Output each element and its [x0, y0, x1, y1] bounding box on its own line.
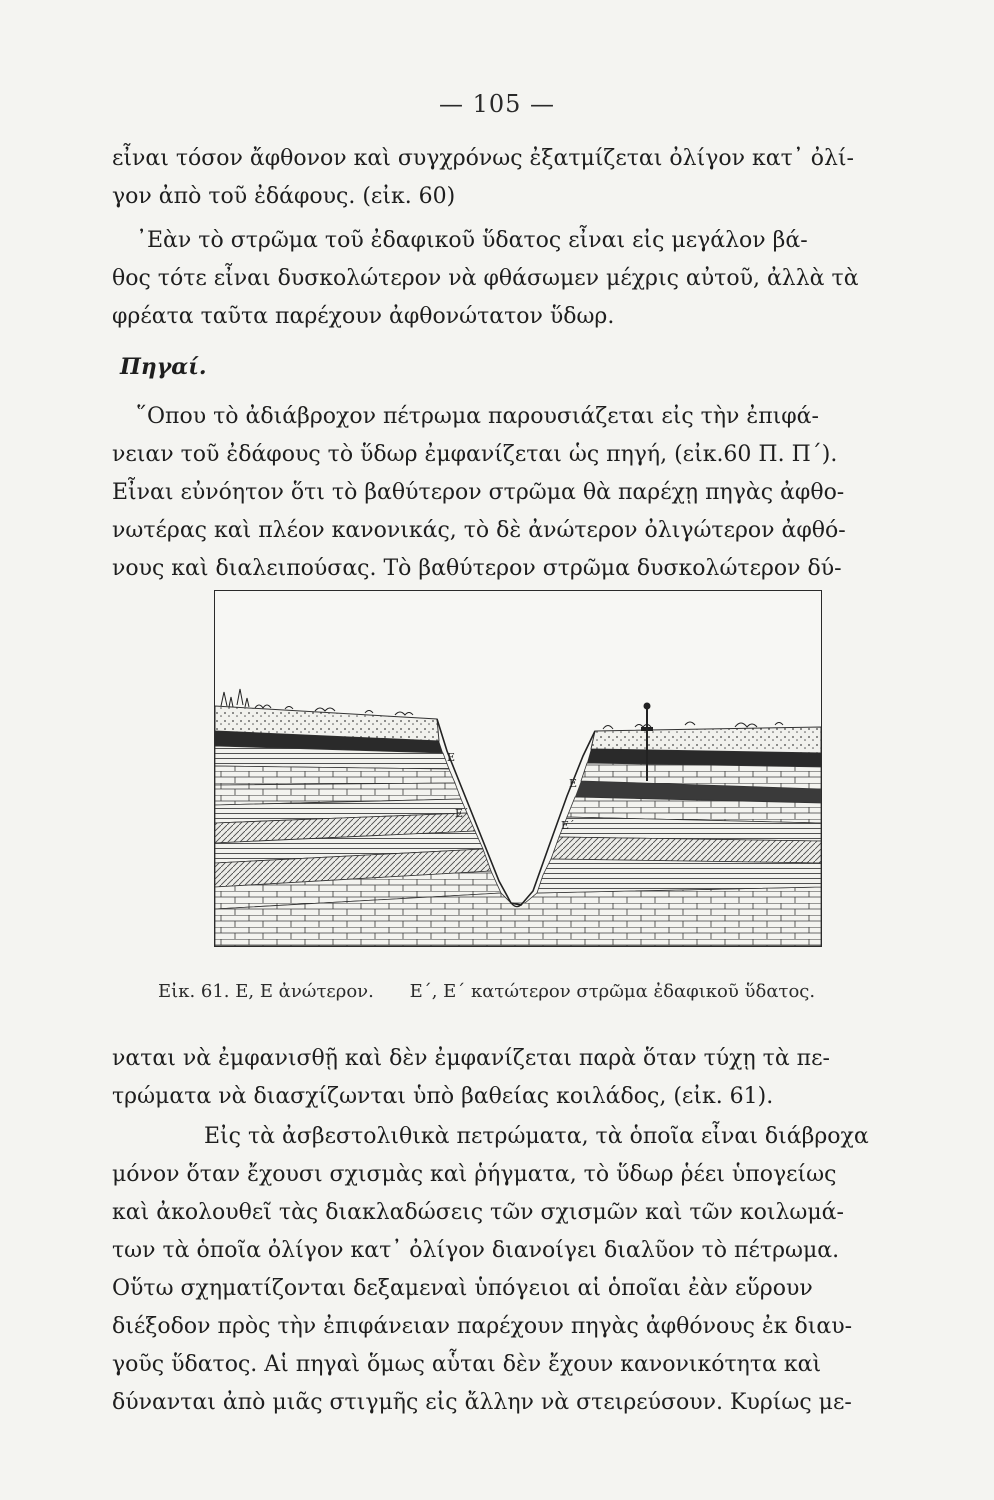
label-e-prime-right: E΄: [561, 819, 575, 832]
text-line: Εἶναι εὐνόητον ὅτι τὸ βαθύτερον στρῶμα θὰ παρέχῃ πηγὰς ἀφθο-: [112, 480, 845, 505]
figure-caption: [158, 980, 878, 1004]
text-line: των τὰ ὁποῖα ὀλίγον κατ᾽ ὀλίγον διανοίγει διαλῦον τὸ πέτρωμα.: [112, 1238, 840, 1263]
paragraph-2: [112, 222, 872, 336]
text-line: γοῦς ὕδατος. Αἱ πηγαὶ ὅμως αὗται δὲν ἔχουν κανονικότητα καὶ: [112, 1352, 822, 1377]
text-line: Οὕτω σχηματίζονται δεξαμεναὶ ὑπόγειοι αἱ ὁποῖαι ἐὰν εὕρουν: [112, 1276, 813, 1301]
text-line: ᾽Εὰν τὸ στρῶμα τοῦ ἐδαφικοῦ ὕδατος εἶναι εἰς μεγάλον βά-: [136, 228, 808, 253]
text-line: φρέατα ταῦτα παρέχουν ἀφθονώτατον ὕδωρ.: [112, 304, 615, 329]
label-e-right: E: [569, 777, 578, 790]
text-line: εἶναι τόσον ἄφθονον καὶ συγχρόνως ἐξατμίζεται ὀλίγον κατ᾽ ὀλί-: [112, 146, 854, 171]
text-line: νωτέρας καὶ πλέον κανονικάς, τὸ δὲ ἀνώτερον ὀλιγώτερον ἀφθό-: [112, 518, 846, 543]
text-line: καὶ ἀκολουθεῖ τὰς διακλαδώσεις τῶν σχισμῶν καὶ τῶν κοιλωμά-: [112, 1200, 844, 1225]
text-line: θος τότε εἶναι δυσκολώτερον νὰ φθάσωμεν μέχρις αὐτοῦ, ἀλλὰ τὰ: [112, 266, 859, 291]
text-line: διέξοδον πρὸς τὴν ἐπιφάνειαν παρέχουν πηγὰς ἀφθόνους ἐκ διαυ-: [112, 1314, 852, 1339]
figure-geologic-section: [214, 590, 822, 947]
section-heading: Πηγαί.: [120, 354, 207, 380]
page-number: — 105 —: [438, 90, 556, 118]
label-e-left: E: [447, 751, 456, 764]
text-line: ῞Οπου τὸ ἀδιάβροχον πέτρωμα παρουσιάζεται εἰς τὴν ἐπιφά-: [136, 404, 819, 429]
text-line: νειαν τοῦ ἐδάφους τὸ ὕδωρ ἐμφανίζεται ὡς πηγή, (εἰκ.60 Π. Π΄).: [112, 442, 838, 467]
paragraph-3: [112, 398, 872, 588]
text-line: τρώματα νὰ διασχίζωνται ὑπὸ βαθείας κοιλάδος, (εἰκ. 61).: [112, 1084, 774, 1109]
text-line: γον ἀπὸ τοῦ ἐδάφους. (εἰκ. 60): [112, 184, 456, 209]
label-e-prime-left: E΄: [455, 807, 469, 820]
text-line: Εἰς τὰ ἀσβεστολιθικὰ πετρώματα, τὰ ὁποῖα εἶναι διάβροχα: [204, 1124, 869, 1149]
text-line: δύνανται ἀπὸ μιᾶς στιγμῆς εἰς ἄλλην νὰ στειρεύσουν. Κυρίως με-: [112, 1390, 852, 1415]
paragraph-4: [112, 1040, 872, 1116]
text-line: μόνον ὅταν ἔχουσι σχισμὰς καὶ ῥήγματα, τὸ ὕδωρ ῥέει ὑπογείως: [112, 1162, 837, 1187]
caption-part-2: Ε΄, Ε΄ κατώτερον στρῶμα ἐδαφικοῦ ὕδατος.: [409, 981, 816, 1002]
text-line: ναται νὰ ἐμφανισθῇ καὶ δὲν ἐμφανίζεται παρὰ ὅταν τύχῃ τὰ πε-: [112, 1046, 830, 1071]
paragraph-5: [112, 1118, 872, 1422]
geologic-cross-section-illustration: [215, 591, 821, 946]
caption-part-1: Εἰκ. 61. Ε, Ε ἀνώτερον.: [158, 981, 374, 1002]
paragraph-1: [112, 140, 872, 216]
text-line: νους καὶ διαλειπούσας. Τὸ βαθύτερον στρῶμα δυσκολώτερον δύ-: [112, 556, 842, 581]
